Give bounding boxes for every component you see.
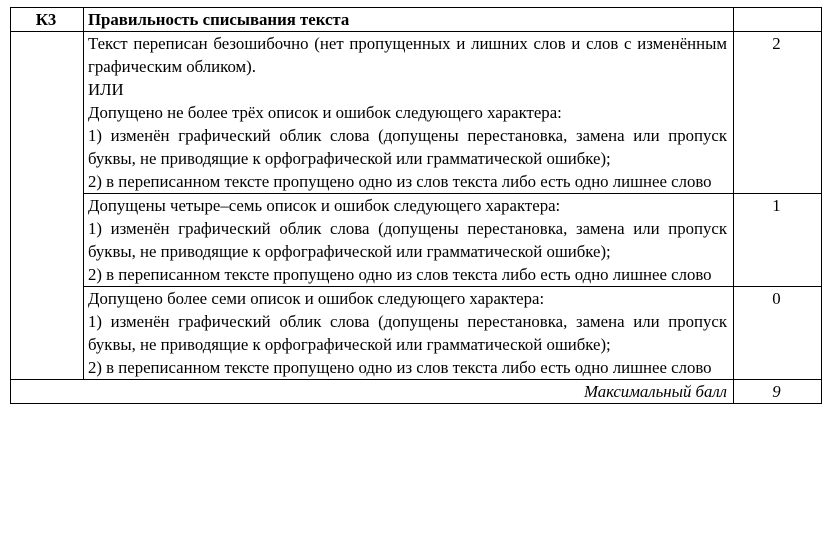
description-line: Допущены четыре–семь описок и ошибок следующего характера: bbox=[88, 196, 561, 215]
score-value: 1 bbox=[734, 194, 822, 287]
description-line: 2) в переписанном тексте пропущено одно из слов текста либо есть одно лишнее слово bbox=[88, 265, 712, 284]
max-score-row bbox=[11, 380, 822, 404]
criteria-row-score-0 bbox=[11, 287, 822, 380]
description-line: Допущено более семи описок и ошибок следующего характера: bbox=[88, 289, 545, 308]
header-score-cell bbox=[734, 8, 822, 32]
criteria-row-score-1 bbox=[11, 194, 822, 287]
criteria-description bbox=[84, 287, 734, 380]
description-line: Допущено не более трёх описок и ошибок следующего характера: bbox=[88, 103, 562, 122]
description-line: 1) изменён графический облик слова (допущены перестановка, замена или пропуск буквы, не приводящие к орфографической или грамматической ошибке); bbox=[88, 312, 727, 354]
description-line: 1) изменён графический облик слова (допущены перестановка, замена или пропуск буквы, не приводящие к орфографической или грамматической ошибке); bbox=[88, 219, 727, 261]
description-line: 1) изменён графический облик слова (допущены перестановка, замена или пропуск буквы, не приводящие к орфографической или грамматической ошибке); bbox=[88, 126, 727, 168]
code-column-blank bbox=[11, 32, 84, 380]
description-line: 2) в переписанном тексте пропущено одно из слов текста либо есть одно лишнее слово bbox=[88, 172, 712, 191]
criterion-title: Правильность списывания текста bbox=[84, 8, 734, 32]
header-row bbox=[11, 8, 822, 32]
max-score-value: 9 bbox=[734, 380, 822, 404]
criteria-row-score-2 bbox=[11, 32, 822, 194]
score-value: 2 bbox=[734, 32, 822, 194]
max-score-label: Максимальный балл bbox=[11, 380, 734, 404]
criterion-code: К3 bbox=[11, 8, 84, 32]
criteria-description bbox=[84, 32, 734, 194]
criteria-table bbox=[10, 7, 822, 404]
criteria-description bbox=[84, 194, 734, 287]
description-line: 2) в переписанном тексте пропущено одно из слов текста либо есть одно лишнее слово bbox=[88, 358, 712, 377]
description-line: Текст переписан безошибочно (нет пропущенных и лишних слов и слов с изменённым графическим обликом). bbox=[88, 34, 727, 76]
score-value: 0 bbox=[734, 287, 822, 380]
description-line: ИЛИ bbox=[88, 80, 124, 99]
